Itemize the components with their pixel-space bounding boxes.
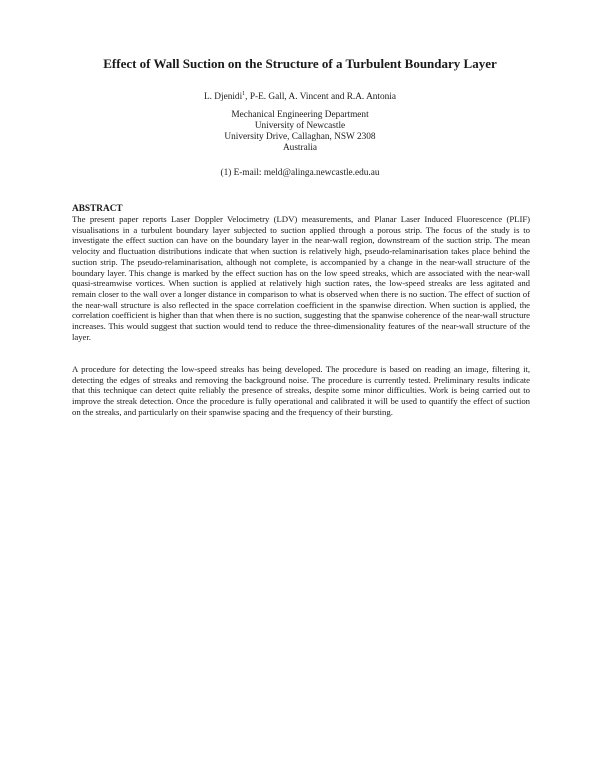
author-line bbox=[40, 91, 560, 103]
affiliation-department: Mechanical Engineering Department bbox=[231, 110, 369, 120]
paper-title: Effect of Wall Suction on the Structure of a Turbulent Boundary Layer bbox=[103, 56, 497, 71]
abstract-heading: ABSTRACT bbox=[72, 204, 123, 214]
author-email: (1) E-mail: meld@alinga.newcastle.edu.au bbox=[220, 168, 380, 178]
affiliation-country: Australia bbox=[282, 143, 318, 153]
affiliation-university: University of Newcastle bbox=[254, 121, 346, 131]
affiliation-block bbox=[40, 110, 560, 154]
author-affiliation-marker: 1 bbox=[242, 91, 246, 97]
affiliation-address: University Drive, Callaghan, NSW 2308 bbox=[224, 132, 376, 142]
author-first: L. Djenidi bbox=[203, 92, 243, 102]
abstract-paragraph-2: A procedure for detecting the low-speed streaks has being developed. The procedure is based on reading an image, filtering it, detecting the edges of streaks and removing the background noise. The procedure is currently tested. Preliminary results indicate that this technique can detect quite reliably the presence of streaks, despite some minor difficulties. Work is being carried out to improve the streak detection. Once the procedure is fully operational and calibrated it will be used to quantify the effect of suction on the streaks, and particularly on their spanwise spacing and the frequency of their bursting. bbox=[72, 364, 530, 417]
abstract-paragraph-1: The present paper reports Laser Doppler Velocimetry (LDV) measurements, and Planar Laser Induced Fluorescence (PLIF) visualisations in a turbulent boundary layer subjected to suction applied through a porous strip. The focus of the study is to investigate the effect suction can have on the boundary layer in the near-wall region, downstream of the suction strip. The mean velocity and fluctuation distributions indicate that when suction is relatively high, pseudo-relaminarisation takes place behind the suction strip. The pseudo-relaminarisation, although not complete, is accompanied by a change in the near-wall structure of the boundary layer. This change is marked by the effect suction has on the low speed streaks, which are associated with the near-wall quasi-streamwise vortices. When suction is applied at relatively high suction rates, the low-speed streaks are less agitated and remain closer to the wall over a longer distance in comparison to what is observed when there is no suction. The effect of suction of the near-wall structure is also reflected in the space correlation coefficient in the spanwise direction. When suction is applied, the correlation coefficient is higher than that when there is no suction, suggesting that the spanwise coherence of the near-wall structure increases. This would suggest that suction would tend to reduce the three-dimensionality features of the near-wall structure of the layer. bbox=[72, 214, 530, 342]
author-others: , P-E. Gall, A. Vincent and R.A. Antonia bbox=[245, 92, 397, 102]
